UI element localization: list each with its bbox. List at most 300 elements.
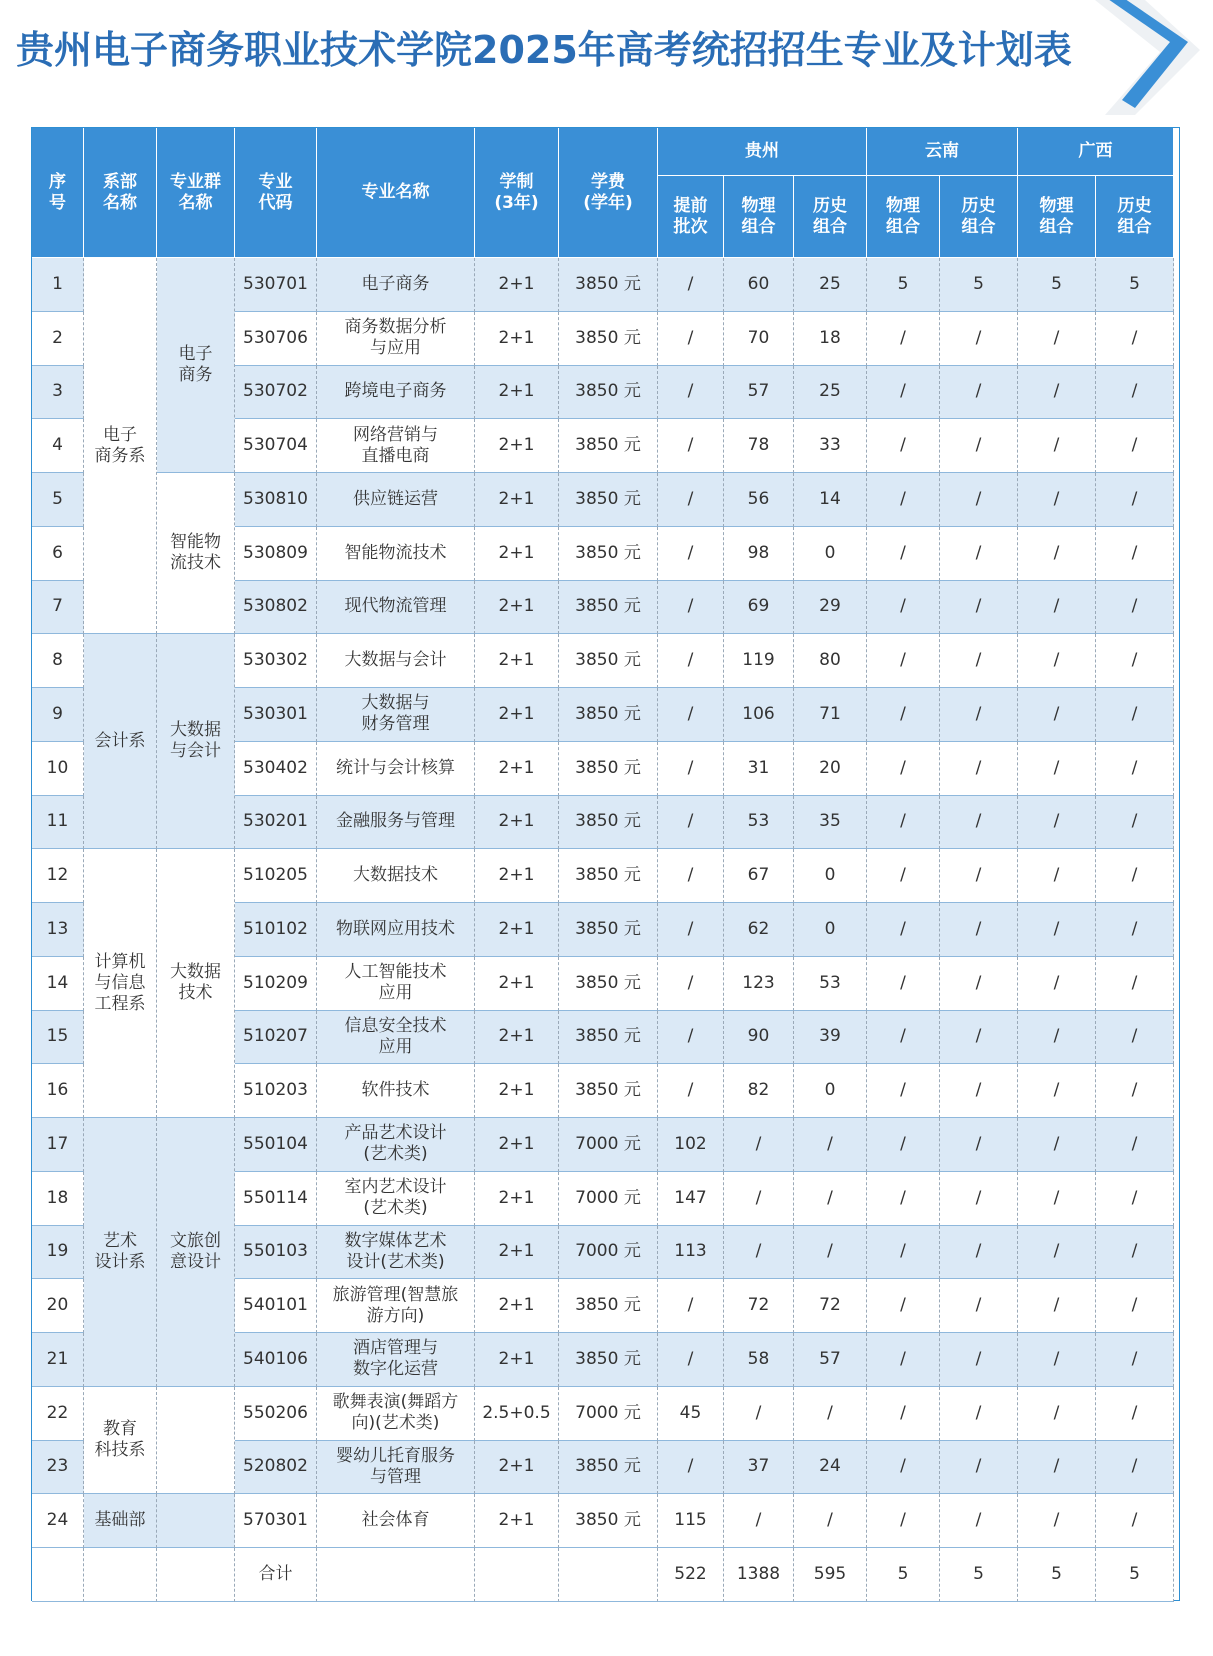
gz-early-cell: 102	[658, 1118, 724, 1172]
header-name: 专业名称	[317, 128, 475, 258]
major-name-cell: 物联网应用技术	[317, 903, 475, 957]
duration-cell: 2+1	[475, 1279, 559, 1333]
gz-history-cell: 80	[794, 634, 867, 688]
yn-history-cell: /	[940, 634, 1018, 688]
yn-history-cell: /	[940, 796, 1018, 850]
fee-cell: 3850 元	[559, 473, 658, 527]
duration-cell: 2+1	[475, 1494, 559, 1548]
gx-history-cell: /	[1096, 473, 1174, 527]
gz-early-cell: 147	[658, 1172, 724, 1226]
major-name-cell: 歌舞表演(舞蹈方 向)(艺术类)	[317, 1387, 475, 1441]
code-cell: 510102	[235, 903, 317, 957]
fee-cell: 3850 元	[559, 957, 658, 1011]
gz-early-cell: /	[658, 581, 724, 635]
gz-history-cell: 39	[794, 1011, 867, 1065]
seq-cell: 6	[32, 527, 84, 581]
gz-history-cell: 25	[794, 366, 867, 420]
yn-history-cell: 5	[940, 258, 1018, 312]
major-name-cell: 婴幼儿托育服务 与管理	[317, 1441, 475, 1495]
code-cell: 530701	[235, 258, 317, 312]
yn-physics-cell: /	[867, 1441, 940, 1495]
gz-early-cell: /	[658, 796, 724, 850]
duration-cell: 2+1	[475, 419, 559, 473]
header-fee: 学费 (学年)	[559, 128, 658, 258]
major-name-cell: 人工智能技术 应用	[317, 957, 475, 1011]
duration-cell: 2+1	[475, 258, 559, 312]
major-name-cell: 社会体育	[317, 1494, 475, 1548]
seq-cell: 17	[32, 1118, 84, 1172]
gz-early-cell: /	[658, 1333, 724, 1387]
duration-cell: 2.5+0.5	[475, 1387, 559, 1441]
yn-physics-cell: /	[867, 1333, 940, 1387]
gz-early-cell: /	[658, 1011, 724, 1065]
yn-physics-cell: /	[867, 634, 940, 688]
yn-physics-cell: /	[867, 1172, 940, 1226]
code-cell: 530302	[235, 634, 317, 688]
duration-cell: 2+1	[475, 473, 559, 527]
gz-history-cell: 29	[794, 581, 867, 635]
duration-cell: 2+1	[475, 903, 559, 957]
gx-physics-cell: /	[1018, 1118, 1096, 1172]
yn-history-cell: /	[940, 581, 1018, 635]
code-cell: 540106	[235, 1333, 317, 1387]
yn-physics-cell: /	[867, 903, 940, 957]
major-name-cell: 大数据与会计	[317, 634, 475, 688]
gz-early-cell: /	[658, 849, 724, 903]
group-cell	[157, 1387, 235, 1495]
fee-cell: 7000 元	[559, 1118, 658, 1172]
gz-history-cell: 35	[794, 796, 867, 850]
yn-physics-cell: /	[867, 1279, 940, 1333]
group-cell: 大数据 与会计	[157, 634, 235, 849]
dept-cell: 计算机 与信息 工程系	[84, 849, 157, 1118]
gz-early-cell: /	[658, 312, 724, 366]
gx-history-cell: /	[1096, 1494, 1174, 1548]
fee-cell: 7000 元	[559, 1226, 658, 1280]
seq-cell: 15	[32, 1011, 84, 1065]
gz-early-cell: /	[658, 473, 724, 527]
total-gz-history: 595	[794, 1548, 867, 1602]
gz-history-cell: 0	[794, 903, 867, 957]
fee-cell: 3850 元	[559, 742, 658, 796]
seq-cell: 18	[32, 1172, 84, 1226]
total-gz-physics: 1388	[724, 1548, 794, 1602]
gx-history-cell: /	[1096, 581, 1174, 635]
gz-physics-cell: 31	[724, 742, 794, 796]
major-name-cell: 酒店管理与 数字化运营	[317, 1333, 475, 1387]
header-gz-history: 历史 组合	[794, 176, 867, 258]
gx-history-cell: /	[1096, 957, 1174, 1011]
header-guizhou: 贵州	[658, 128, 867, 176]
gz-physics-cell: 57	[724, 366, 794, 420]
duration-cell: 2+1	[475, 688, 559, 742]
code-cell: 530810	[235, 473, 317, 527]
gz-early-cell: /	[658, 1441, 724, 1495]
major-name-cell: 商务数据分析 与应用	[317, 312, 475, 366]
total-empty	[157, 1548, 235, 1602]
gx-physics-cell: /	[1018, 527, 1096, 581]
yn-physics-cell: /	[867, 1226, 940, 1280]
code-cell: 510207	[235, 1011, 317, 1065]
duration-cell: 2+1	[475, 581, 559, 635]
gx-physics-cell: /	[1018, 903, 1096, 957]
gx-history-cell: /	[1096, 419, 1174, 473]
code-cell: 510203	[235, 1064, 317, 1118]
gz-physics-cell: 53	[724, 796, 794, 850]
duration-cell: 2+1	[475, 312, 559, 366]
dept-cell: 会计系	[84, 634, 157, 849]
seq-cell: 11	[32, 796, 84, 850]
seq-cell: 5	[32, 473, 84, 527]
yn-history-cell: /	[940, 419, 1018, 473]
gx-physics-cell: /	[1018, 581, 1096, 635]
gz-early-cell: /	[658, 688, 724, 742]
header-guangxi: 广西	[1018, 128, 1174, 176]
chevron-arrow-icon	[1060, 0, 1213, 125]
dept-cell: 艺术 设计系	[84, 1118, 157, 1387]
seq-cell: 22	[32, 1387, 84, 1441]
fee-cell: 3850 元	[559, 312, 658, 366]
gz-early-cell: /	[658, 366, 724, 420]
seq-cell: 16	[32, 1064, 84, 1118]
major-name-cell: 软件技术	[317, 1064, 475, 1118]
gz-physics-cell: 62	[724, 903, 794, 957]
gz-history-cell: 57	[794, 1333, 867, 1387]
gz-physics-cell: 78	[724, 419, 794, 473]
yn-physics-cell: /	[867, 366, 940, 420]
code-cell: 530809	[235, 527, 317, 581]
major-name-cell: 产品艺术设计 (艺术类)	[317, 1118, 475, 1172]
fee-cell: 3850 元	[559, 796, 658, 850]
fee-cell: 3850 元	[559, 849, 658, 903]
total-empty	[32, 1548, 84, 1602]
gx-history-cell: /	[1096, 688, 1174, 742]
total-label: 合计	[235, 1548, 317, 1602]
seq-cell: 20	[32, 1279, 84, 1333]
page-title: 贵州电子商务职业技术学院2025年高考统招招生专业及计划表	[16, 28, 1072, 72]
gx-history-cell: /	[1096, 1226, 1174, 1280]
gz-history-cell: 72	[794, 1279, 867, 1333]
yn-physics-cell: /	[867, 581, 940, 635]
seq-cell: 8	[32, 634, 84, 688]
fee-cell: 7000 元	[559, 1172, 658, 1226]
header-gx-history: 历史 组合	[1096, 176, 1174, 258]
gx-physics-cell: /	[1018, 742, 1096, 796]
gz-history-cell: 20	[794, 742, 867, 796]
yn-history-cell: /	[940, 957, 1018, 1011]
yn-history-cell: /	[940, 312, 1018, 366]
fee-cell: 3850 元	[559, 419, 658, 473]
header-yn-physics: 物理 组合	[867, 176, 940, 258]
gz-history-cell: 14	[794, 473, 867, 527]
gz-history-cell: 0	[794, 849, 867, 903]
fee-cell: 3850 元	[559, 1279, 658, 1333]
yn-history-cell: /	[940, 1118, 1018, 1172]
code-cell: 510205	[235, 849, 317, 903]
fee-cell: 3850 元	[559, 1333, 658, 1387]
gx-physics-cell: /	[1018, 1011, 1096, 1065]
seq-cell: 24	[32, 1494, 84, 1548]
seq-cell: 12	[32, 849, 84, 903]
gz-physics-cell: 69	[724, 581, 794, 635]
gz-history-cell: 18	[794, 312, 867, 366]
gz-early-cell: /	[658, 527, 724, 581]
fee-cell: 3850 元	[559, 1494, 658, 1548]
yn-history-cell: /	[940, 1064, 1018, 1118]
gx-history-cell: /	[1096, 1011, 1174, 1065]
gz-early-cell: /	[658, 258, 724, 312]
major-name-cell: 数字媒体艺术 设计(艺术类)	[317, 1226, 475, 1280]
duration-cell: 2+1	[475, 1172, 559, 1226]
header-duration: 学制 (3年)	[475, 128, 559, 258]
gz-history-cell: 0	[794, 1064, 867, 1118]
gz-physics-cell: /	[724, 1172, 794, 1226]
fee-cell: 3850 元	[559, 366, 658, 420]
seq-cell: 23	[32, 1441, 84, 1495]
total-empty	[84, 1548, 157, 1602]
major-name-cell: 大数据与 财务管理	[317, 688, 475, 742]
enrollment-table	[31, 127, 1180, 1601]
gx-history-cell: /	[1096, 366, 1174, 420]
major-name-cell: 电子商务	[317, 258, 475, 312]
header-group: 专业群 名称	[157, 128, 235, 258]
duration-cell: 2+1	[475, 1333, 559, 1387]
duration-cell: 2+1	[475, 1118, 559, 1172]
gz-physics-cell: /	[724, 1387, 794, 1441]
code-cell: 530702	[235, 366, 317, 420]
gz-history-cell: 0	[794, 527, 867, 581]
seq-cell: 21	[32, 1333, 84, 1387]
code-cell: 530201	[235, 796, 317, 850]
header-yn-history: 历史 组合	[940, 176, 1018, 258]
seq-cell: 4	[32, 419, 84, 473]
yn-physics-cell: /	[867, 1064, 940, 1118]
total-gx-physics: 5	[1018, 1548, 1096, 1602]
gz-physics-cell: 56	[724, 473, 794, 527]
code-cell: 550103	[235, 1226, 317, 1280]
gz-physics-cell: 123	[724, 957, 794, 1011]
major-name-cell: 统计与会计核算	[317, 742, 475, 796]
gz-early-cell: /	[658, 1279, 724, 1333]
gx-physics-cell: /	[1018, 957, 1096, 1011]
fee-cell: 3850 元	[559, 1441, 658, 1495]
seq-cell: 2	[32, 312, 84, 366]
gz-early-cell: 115	[658, 1494, 724, 1548]
seq-cell: 3	[32, 366, 84, 420]
gx-history-cell: /	[1096, 1172, 1174, 1226]
duration-cell: 2+1	[475, 1064, 559, 1118]
dept-cell: 电子 商务系	[84, 258, 157, 634]
duration-cell: 2+1	[475, 742, 559, 796]
major-name-cell: 金融服务与管理	[317, 796, 475, 850]
major-name-cell: 供应链运营	[317, 473, 475, 527]
total-gz-early: 522	[658, 1548, 724, 1602]
yn-history-cell: /	[940, 1387, 1018, 1441]
yn-physics-cell: /	[867, 849, 940, 903]
code-cell: 530301	[235, 688, 317, 742]
duration-cell: 2+1	[475, 634, 559, 688]
yn-physics-cell: /	[867, 473, 940, 527]
gx-physics-cell: /	[1018, 1333, 1096, 1387]
dept-cell: 基础部	[84, 1494, 157, 1548]
gx-physics-cell: /	[1018, 688, 1096, 742]
gz-physics-cell: 98	[724, 527, 794, 581]
yn-history-cell: /	[940, 527, 1018, 581]
yn-physics-cell: /	[867, 957, 940, 1011]
major-name-cell: 室内艺术设计 (艺术类)	[317, 1172, 475, 1226]
code-cell: 520802	[235, 1441, 317, 1495]
gz-physics-cell: /	[724, 1494, 794, 1548]
gz-history-cell: /	[794, 1226, 867, 1280]
gx-history-cell: /	[1096, 1279, 1174, 1333]
gz-physics-cell: /	[724, 1226, 794, 1280]
gz-early-cell: 45	[658, 1387, 724, 1441]
code-cell: 570301	[235, 1494, 317, 1548]
code-cell: 550206	[235, 1387, 317, 1441]
gx-physics-cell: /	[1018, 1172, 1096, 1226]
gz-history-cell: 24	[794, 1441, 867, 1495]
yn-history-cell: /	[940, 1441, 1018, 1495]
gx-history-cell: /	[1096, 1387, 1174, 1441]
gx-physics-cell: /	[1018, 1279, 1096, 1333]
group-cell: 文旅创 意设计	[157, 1118, 235, 1387]
seq-cell: 13	[32, 903, 84, 957]
total-yn-physics: 5	[867, 1548, 940, 1602]
yn-physics-cell: 5	[867, 258, 940, 312]
total-yn-history: 5	[940, 1548, 1018, 1602]
gz-history-cell: 33	[794, 419, 867, 473]
gx-physics-cell: /	[1018, 419, 1096, 473]
seq-cell: 14	[32, 957, 84, 1011]
code-cell: 550114	[235, 1172, 317, 1226]
gz-history-cell: /	[794, 1387, 867, 1441]
duration-cell: 2+1	[475, 796, 559, 850]
gx-physics-cell: /	[1018, 1494, 1096, 1548]
gz-physics-cell: 70	[724, 312, 794, 366]
duration-cell: 2+1	[475, 849, 559, 903]
total-empty	[559, 1548, 658, 1602]
duration-cell: 2+1	[475, 1226, 559, 1280]
fee-cell: 3850 元	[559, 258, 658, 312]
gz-physics-cell: 37	[724, 1441, 794, 1495]
header-seq: 序 号	[32, 128, 84, 258]
gx-history-cell: /	[1096, 742, 1174, 796]
duration-cell: 2+1	[475, 957, 559, 1011]
major-name-cell: 现代物流管理	[317, 581, 475, 635]
yn-physics-cell: /	[867, 1118, 940, 1172]
gx-history-cell: /	[1096, 527, 1174, 581]
yn-history-cell: /	[940, 1494, 1018, 1548]
yn-physics-cell: /	[867, 527, 940, 581]
major-name-cell: 网络营销与 直播电商	[317, 419, 475, 473]
gz-physics-cell: /	[724, 1118, 794, 1172]
gx-physics-cell: /	[1018, 1387, 1096, 1441]
yn-physics-cell: /	[867, 1494, 940, 1548]
gx-history-cell: /	[1096, 903, 1174, 957]
gx-history-cell: /	[1096, 1064, 1174, 1118]
gx-physics-cell: /	[1018, 796, 1096, 850]
fee-cell: 3850 元	[559, 688, 658, 742]
fee-cell: 3850 元	[559, 903, 658, 957]
group-cell: 大数据 技术	[157, 849, 235, 1118]
fee-cell: 3850 元	[559, 581, 658, 635]
gz-history-cell: 71	[794, 688, 867, 742]
gz-physics-cell: 58	[724, 1333, 794, 1387]
gx-history-cell: /	[1096, 1118, 1174, 1172]
gx-history-cell: /	[1096, 1441, 1174, 1495]
gz-physics-cell: 72	[724, 1279, 794, 1333]
yn-history-cell: /	[940, 1011, 1018, 1065]
code-cell: 550104	[235, 1118, 317, 1172]
code-cell: 530802	[235, 581, 317, 635]
gx-physics-cell: /	[1018, 849, 1096, 903]
yn-physics-cell: /	[867, 1387, 940, 1441]
major-name-cell: 智能物流技术	[317, 527, 475, 581]
header-gx-physics: 物理 组合	[1018, 176, 1096, 258]
major-name-cell: 跨境电子商务	[317, 366, 475, 420]
yn-history-cell: /	[940, 1279, 1018, 1333]
seq-cell: 9	[32, 688, 84, 742]
gx-history-cell: 5	[1096, 258, 1174, 312]
yn-physics-cell: /	[867, 419, 940, 473]
gz-early-cell: 113	[658, 1226, 724, 1280]
code-cell: 530706	[235, 312, 317, 366]
seq-cell: 7	[32, 581, 84, 635]
gx-history-cell: /	[1096, 796, 1174, 850]
gx-history-cell: /	[1096, 849, 1174, 903]
gz-physics-cell: 60	[724, 258, 794, 312]
gz-physics-cell: 67	[724, 849, 794, 903]
yn-physics-cell: /	[867, 742, 940, 796]
gz-history-cell: /	[794, 1118, 867, 1172]
total-gx-history: 5	[1096, 1548, 1174, 1602]
gx-history-cell: /	[1096, 312, 1174, 366]
header-yunnan: 云南	[867, 128, 1018, 176]
gx-physics-cell: /	[1018, 1226, 1096, 1280]
gx-history-cell: /	[1096, 1333, 1174, 1387]
yn-physics-cell: /	[867, 1011, 940, 1065]
code-cell: 530402	[235, 742, 317, 796]
yn-history-cell: /	[940, 366, 1018, 420]
yn-physics-cell: /	[867, 688, 940, 742]
gx-physics-cell: /	[1018, 312, 1096, 366]
duration-cell: 2+1	[475, 527, 559, 581]
fee-cell: 3850 元	[559, 527, 658, 581]
code-cell: 540101	[235, 1279, 317, 1333]
group-cell	[157, 1494, 235, 1548]
fee-cell: 3850 元	[559, 634, 658, 688]
yn-physics-cell: /	[867, 312, 940, 366]
gz-history-cell: /	[794, 1172, 867, 1226]
fee-cell: 7000 元	[559, 1387, 658, 1441]
group-cell: 电子 商务	[157, 258, 235, 473]
gx-physics-cell: /	[1018, 366, 1096, 420]
header-code: 专业 代码	[235, 128, 317, 258]
fee-cell: 3850 元	[559, 1011, 658, 1065]
major-name-cell: 旅游管理(智慧旅 游方向)	[317, 1279, 475, 1333]
gx-history-cell: /	[1096, 634, 1174, 688]
gx-physics-cell: /	[1018, 473, 1096, 527]
yn-history-cell: /	[940, 688, 1018, 742]
yn-history-cell: /	[940, 742, 1018, 796]
major-name-cell: 大数据技术	[317, 849, 475, 903]
yn-history-cell: /	[940, 1172, 1018, 1226]
gx-physics-cell: 5	[1018, 258, 1096, 312]
yn-history-cell: /	[940, 849, 1018, 903]
gz-early-cell: /	[658, 419, 724, 473]
seq-cell: 1	[32, 258, 84, 312]
seq-cell: 19	[32, 1226, 84, 1280]
